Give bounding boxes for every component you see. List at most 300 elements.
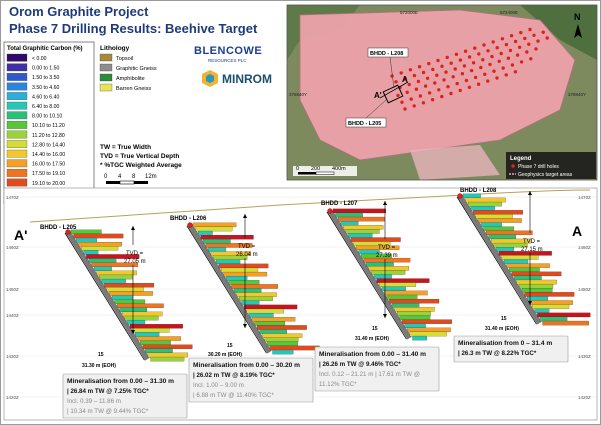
map-drill-hole xyxy=(477,52,480,55)
assay-bar xyxy=(221,268,258,272)
map-drill-hole xyxy=(500,52,503,55)
map-legend-item-2: Geophysics target areas xyxy=(518,172,573,178)
map-drill-hole xyxy=(495,76,498,79)
elevation-label-left: 1450Z xyxy=(6,287,19,292)
assay-bar xyxy=(219,264,269,268)
carbon-label: 14.40 to 16.00 xyxy=(32,152,66,158)
assay-bar xyxy=(148,353,188,357)
map-drill-hole xyxy=(505,73,508,76)
map-drill-hole xyxy=(483,73,486,76)
map-drill-hole xyxy=(444,70,447,73)
scale-seg-3 xyxy=(134,181,148,184)
assay-bar xyxy=(522,288,552,292)
result-line3: Incl. 0.12 – 21.21 m | 17.61 m TW @ xyxy=(319,371,420,378)
map-label-a: A xyxy=(402,75,408,84)
map-drill-hole xyxy=(514,40,517,43)
hole-name: BHDD - L208 xyxy=(460,188,497,194)
blencowe-sub: RESOURCES PLC xyxy=(208,58,247,63)
assay-bar xyxy=(270,346,320,350)
assay-bar xyxy=(265,338,299,342)
tvd-label: TVD = xyxy=(238,244,256,250)
assay-bar xyxy=(410,332,447,336)
map-inset xyxy=(287,5,597,180)
map-drill-hole xyxy=(496,46,499,49)
assay-bar xyxy=(395,307,435,311)
assay-bar xyxy=(343,225,383,229)
map-coord-right: 378840Y xyxy=(568,92,587,97)
map-drill-hole xyxy=(510,34,513,37)
result-line2: | 26.3 m TW @ 8.22% TGC* xyxy=(458,350,537,357)
map-scale-400: 400m xyxy=(332,166,346,172)
assay-bar xyxy=(198,231,212,235)
map-drill-hole xyxy=(437,88,440,91)
map-drill-hole xyxy=(456,82,459,85)
result-line4: | 6.88 m TW @ 11.40% TGC* xyxy=(193,392,274,399)
map-drill-hole xyxy=(514,70,517,73)
map-scale-0: 0 xyxy=(296,166,300,172)
map-drill-hole xyxy=(488,63,491,66)
map-drill-hole xyxy=(473,46,476,49)
carbon-swatch xyxy=(7,64,27,71)
minrom-name: MINROM xyxy=(222,72,272,86)
map-coord-top-2: 572400E xyxy=(500,10,519,15)
assay-bar xyxy=(138,336,181,340)
map-drill-hole xyxy=(525,50,528,53)
cross-section xyxy=(4,188,597,420)
assay-bar xyxy=(255,321,285,325)
map-drill-hole xyxy=(479,66,482,69)
elevation-label-right: 1470Z xyxy=(578,195,591,200)
assay-bar xyxy=(400,315,430,319)
assay-bar xyxy=(203,239,230,243)
map-drill-hole xyxy=(435,74,438,77)
abbr-tw: TW = True Width xyxy=(100,144,152,151)
assay-bar xyxy=(112,295,133,299)
assay-bar xyxy=(382,287,406,291)
tvd-value: 27.39 m xyxy=(376,253,398,259)
map-drill-hole xyxy=(465,79,468,82)
scale-tick-8: 8 xyxy=(132,174,136,180)
assay-bar xyxy=(125,316,159,320)
assay-bar xyxy=(224,272,267,276)
assay-bar xyxy=(208,247,226,251)
assay-bar xyxy=(530,300,573,304)
carbon-swatch xyxy=(7,83,27,90)
abbr-tgc: * %TGC Weighted Average xyxy=(100,162,182,169)
assay-bar xyxy=(463,194,481,198)
assay-bar xyxy=(379,283,416,287)
assay-bar xyxy=(216,260,240,264)
lithology-label: Graphitic Gneiss xyxy=(116,66,157,72)
map-drill-hole xyxy=(424,84,427,87)
map-drill-hole xyxy=(450,62,453,65)
map-drill-hole xyxy=(486,79,489,82)
assay-bar xyxy=(519,284,553,288)
assay-bar xyxy=(196,227,233,231)
assay-bar xyxy=(115,300,145,304)
assay-bar xyxy=(402,320,452,324)
lithology-swatch xyxy=(100,64,112,71)
map-drill-hole xyxy=(422,101,425,104)
title-line-2: Phase 7 Drilling Results: Beehive Target xyxy=(9,21,258,36)
carbon-swatch xyxy=(7,121,27,128)
map-drill-hole xyxy=(463,64,466,67)
assay-bar xyxy=(127,320,145,324)
map-drill-hole xyxy=(511,63,514,66)
tvd-label: TVD = xyxy=(126,251,144,257)
map-drill-hole xyxy=(459,89,462,92)
lithology-label: Barren Gneiss xyxy=(116,86,152,92)
assay-bar xyxy=(257,325,307,329)
map-drill-hole xyxy=(454,67,457,70)
result-line1: Mineralisation from 0 – 31.4 m xyxy=(458,340,553,347)
result-line4: 11.12% TGC* xyxy=(319,381,357,388)
carbon-legend xyxy=(4,42,94,204)
minrom-logo xyxy=(202,70,272,87)
lithology-swatch xyxy=(100,74,112,81)
map-drill-hole xyxy=(394,80,397,83)
assay-bar xyxy=(466,198,506,202)
elevation-label-right: 1420Z xyxy=(578,395,591,400)
result-line1: Mineralisation from 0.00 – 30.20 m xyxy=(193,362,301,369)
map-drill-hole xyxy=(452,75,455,78)
assay-bar xyxy=(397,311,431,315)
assay-bar xyxy=(514,276,541,280)
scale-seg-1 xyxy=(106,181,120,184)
assay-bar xyxy=(130,324,183,328)
map-drill-hole xyxy=(427,62,430,65)
assay-bar xyxy=(140,341,170,345)
map-drill-hole xyxy=(409,68,412,71)
elevation-label-right: 1460Z xyxy=(578,245,591,250)
assay-bar xyxy=(237,293,277,297)
map-drill-hole xyxy=(502,66,505,69)
map-drill-hole xyxy=(546,36,549,39)
lithology-label: Topsoil xyxy=(116,56,134,62)
elevation-label-right: 1450Z xyxy=(578,287,591,292)
map-drill-hole xyxy=(413,74,416,77)
carbon-swatch xyxy=(7,92,27,99)
assay-bar xyxy=(371,270,405,274)
assay-bar xyxy=(135,332,159,336)
collar-icon xyxy=(458,194,463,199)
map-drill-hole xyxy=(464,50,467,53)
carbon-swatch xyxy=(7,150,27,157)
assay-bar xyxy=(348,233,372,237)
tvd-label: TVD = xyxy=(378,245,396,251)
result-line3: Incl. 0.39 – 11.86 m xyxy=(67,398,121,405)
scale-tick-12: 12m xyxy=(145,174,157,180)
map-drill-hole xyxy=(528,28,531,31)
section-end-a: A xyxy=(572,223,583,239)
assay-bar xyxy=(374,274,392,278)
assay-bar xyxy=(468,202,502,206)
map-drill-hole xyxy=(433,81,436,84)
map-drill-hole xyxy=(532,34,535,37)
map-drill-hole xyxy=(509,49,512,52)
assay-bar xyxy=(89,259,116,263)
scale-tick-0: 0 xyxy=(104,174,108,180)
map-drill-hole xyxy=(516,53,519,56)
map-drill-hole xyxy=(413,104,416,107)
assay-bar xyxy=(509,268,539,272)
hole-name: BHDD - L206 xyxy=(170,216,207,222)
assay-bar xyxy=(244,305,297,309)
map-drill-hole xyxy=(523,37,526,40)
map-drill-hole xyxy=(400,101,403,104)
result-line2: | 26.26 m TW @ 9.46% TGC* xyxy=(319,361,401,368)
assay-bar xyxy=(99,275,133,279)
callout-l208: BHDD - L208 xyxy=(370,51,404,57)
result-line2: | 26.02 m TW @ 8.19% TGC* xyxy=(193,372,275,379)
assay-bar xyxy=(107,287,144,291)
assay-bar xyxy=(341,221,359,225)
carbon-swatch xyxy=(7,160,27,167)
assay-bar xyxy=(389,299,439,303)
map-drill-hole xyxy=(468,55,471,58)
map-scale-200: 200 xyxy=(311,166,321,172)
map-drill-hole xyxy=(440,65,443,68)
carbon-label: 4.60 to 6.40 xyxy=(32,94,60,101)
map-drill-hole xyxy=(492,40,495,43)
map-drill-hole xyxy=(498,60,501,63)
map-drill-hole xyxy=(505,43,508,46)
assay-bar xyxy=(412,336,426,340)
eoh-label: 31.40 m (EOH) xyxy=(355,336,389,342)
carbon-swatch xyxy=(7,140,27,147)
assay-bar xyxy=(351,238,401,242)
assay-bar xyxy=(239,297,273,301)
abbr-tvd: TVD = True Vertical Depth xyxy=(100,153,180,160)
map-drill-hole xyxy=(492,70,495,73)
assay-bar xyxy=(532,305,569,309)
assay-bar xyxy=(369,266,409,270)
assay-bar xyxy=(384,291,427,295)
assay-bar xyxy=(481,223,502,227)
assay-bar xyxy=(74,234,124,238)
carbon-swatch xyxy=(7,73,27,80)
map-drill-hole xyxy=(440,95,443,98)
map-drill-hole xyxy=(519,31,522,34)
lithology-title: Lithology xyxy=(100,45,130,52)
assay-bar xyxy=(79,242,122,246)
result-box-3 xyxy=(315,347,439,391)
carbon-label: 16.00 to 17.50 xyxy=(32,161,66,168)
carbon-legend-title: Total Graphitic Carbon (%) xyxy=(7,46,83,52)
depth-tick: 15 xyxy=(501,316,507,322)
assay-bar xyxy=(133,328,170,332)
carbon-label: < 0.00 xyxy=(32,56,47,62)
assay-bar xyxy=(193,223,236,227)
result-line1: Mineralisation from 0.00 – 31.40 m xyxy=(319,351,427,358)
scale-tick-4: 4 xyxy=(118,174,122,180)
map-drill-hole xyxy=(472,61,475,64)
map-coord-left: 378840Y xyxy=(289,92,308,97)
map-drill-hole xyxy=(534,47,537,50)
assay-bar xyxy=(97,271,137,275)
map-coord-top-1: 572000E xyxy=(400,10,419,15)
assay-bar xyxy=(377,279,430,283)
assay-bar xyxy=(336,213,363,217)
assay-bar xyxy=(252,317,295,321)
blencowe-name: BLENCOWE xyxy=(194,45,263,57)
assay-bar xyxy=(478,218,521,222)
map-drill-hole xyxy=(529,57,532,60)
assay-bar xyxy=(346,229,380,233)
assay-bar xyxy=(76,238,97,242)
map-drill-hole xyxy=(422,71,425,74)
assay-bar xyxy=(81,246,118,250)
assay-bar xyxy=(272,350,293,354)
carbon-legend-rows xyxy=(7,54,65,196)
assay-bar xyxy=(517,280,557,284)
carbon-label: 10.10 to 11.20 xyxy=(32,123,65,130)
map-drill-hole xyxy=(446,56,449,59)
carbon-label: 11.20 to 12.80 xyxy=(32,132,65,139)
assay-bar xyxy=(94,267,112,271)
assay-bar xyxy=(537,313,590,317)
map-drill-hole xyxy=(477,83,480,86)
carbon-swatch xyxy=(7,131,27,138)
map-drill-hole xyxy=(527,43,530,46)
assay-bar xyxy=(407,328,450,332)
map-drill-hole xyxy=(418,65,421,68)
section-end-a-prime: A' xyxy=(14,227,28,243)
assay-bar xyxy=(247,309,284,313)
assay-bar xyxy=(507,264,550,268)
elevation-label-left: 1470Z xyxy=(6,195,19,200)
map-drill-hole xyxy=(468,86,471,89)
assay-bar xyxy=(260,329,287,333)
map-legend xyxy=(506,152,596,179)
assay-bar xyxy=(473,210,523,214)
lithology-swatch xyxy=(100,84,112,91)
map-drill-hole xyxy=(455,53,458,56)
tvd-value: 27.15 m xyxy=(521,247,543,253)
carbon-label: 8.00 to 10.10 xyxy=(32,113,63,120)
assay-bar xyxy=(229,280,259,284)
map-scale xyxy=(293,166,357,176)
carbon-swatch xyxy=(7,102,27,109)
assay-bar xyxy=(471,206,495,210)
map-drill-hole xyxy=(431,98,434,101)
elevation-label-left: 1440Z xyxy=(6,313,19,318)
carbon-label: 3.50 to 4.60 xyxy=(32,84,60,91)
map-drill-hole xyxy=(417,80,420,83)
map-drill-hole xyxy=(442,78,445,81)
elevation-label-left: 1430Z xyxy=(6,354,19,359)
carbon-swatch xyxy=(7,54,27,61)
map-drill-hole xyxy=(486,49,489,52)
assay-bar xyxy=(476,214,513,218)
map-legend-title: Legend xyxy=(510,156,532,162)
map-drill-hole xyxy=(406,91,409,94)
assay-bar xyxy=(262,334,302,338)
north-label: N xyxy=(574,12,581,22)
drill-hole-icon xyxy=(511,164,515,168)
map-drill-hole xyxy=(408,83,411,86)
assay-bar xyxy=(120,308,147,312)
assay-bar xyxy=(525,292,575,296)
elevation-label-right: 1430Z xyxy=(578,354,591,359)
depth-tick: 15 xyxy=(372,326,378,332)
map-label-a-prime: A' xyxy=(374,91,382,100)
carbon-label: 19.10 to 20.00 xyxy=(32,180,66,187)
map-drill-hole xyxy=(436,59,439,62)
result-line4: | 10.34 m TW @ 9.44% TGC* xyxy=(67,408,149,415)
assay-bar xyxy=(109,291,152,295)
hole-name: BHDD - L207 xyxy=(321,201,358,207)
assay-bar xyxy=(387,295,417,299)
result-box-4 xyxy=(454,336,568,362)
callout-l205: BHDD - L205 xyxy=(348,121,382,127)
eoh-label: 31.40 m (EOH) xyxy=(485,326,519,332)
carbon-label: 12.80 to 14.40 xyxy=(32,142,66,149)
carbon-label: 0.00 to 1.50 xyxy=(32,65,60,72)
map-drill-hole xyxy=(518,46,521,49)
assay-bar xyxy=(249,313,273,317)
assay-bar xyxy=(231,284,277,288)
assay-bar xyxy=(338,217,384,221)
map-drill-hole xyxy=(461,72,464,75)
scale-seg-2 xyxy=(120,181,134,184)
carbon-label: 17.50 to 19.10 xyxy=(32,171,66,178)
result-line3: Incl. 1.00 – 9.00 m xyxy=(193,382,244,389)
carbon-label: 6.40 to 8.00 xyxy=(32,104,60,110)
eoh-label: 31.30 m (EOH) xyxy=(82,363,116,369)
map-drill-hole xyxy=(446,85,449,88)
map-drill-hole xyxy=(490,55,493,58)
assay-bar xyxy=(234,288,261,292)
depth-tick: 15 xyxy=(98,352,104,358)
map-drill-hole xyxy=(403,107,406,110)
assay-bar xyxy=(333,209,386,213)
tvd-value: 26.04 m xyxy=(236,252,258,258)
assay-bar xyxy=(535,309,549,313)
map-legend-item-1: Phase 7 drill holes xyxy=(518,164,559,170)
assay-bar xyxy=(405,324,426,328)
map-scale-seg2 xyxy=(316,172,334,175)
assay-bar xyxy=(496,247,514,251)
assay-bar xyxy=(486,231,532,235)
carbon-swatch xyxy=(7,179,27,186)
map-drill-hole xyxy=(481,58,484,61)
eoh-label: 30.20 m (EOH) xyxy=(208,352,242,358)
map-drill-hole xyxy=(459,58,462,61)
assay-bar xyxy=(145,349,172,353)
result-box-2 xyxy=(189,358,313,402)
assay-bar xyxy=(366,262,393,266)
map-drill-hole xyxy=(520,60,523,63)
carbon-swatch xyxy=(7,169,27,176)
map-scale-seg1 xyxy=(298,172,316,175)
assay-bar xyxy=(150,357,184,361)
carbon-label: 1.50 to 3.50 xyxy=(32,75,60,82)
collar-icon xyxy=(328,209,333,214)
assay-bar xyxy=(501,255,538,259)
lithology-label: Amphibolite xyxy=(116,76,145,82)
elevation-label-left: 1460Z xyxy=(6,245,19,250)
carbon-swatch xyxy=(7,112,27,119)
assay-bar xyxy=(201,235,254,239)
map-drill-hole xyxy=(396,94,399,97)
assay-bar xyxy=(242,301,260,305)
assay-bar xyxy=(542,321,588,325)
map-drill-hole xyxy=(507,57,510,60)
assay-bar xyxy=(84,250,98,254)
collar-icon xyxy=(188,223,193,228)
map-drill-hole xyxy=(428,91,431,94)
